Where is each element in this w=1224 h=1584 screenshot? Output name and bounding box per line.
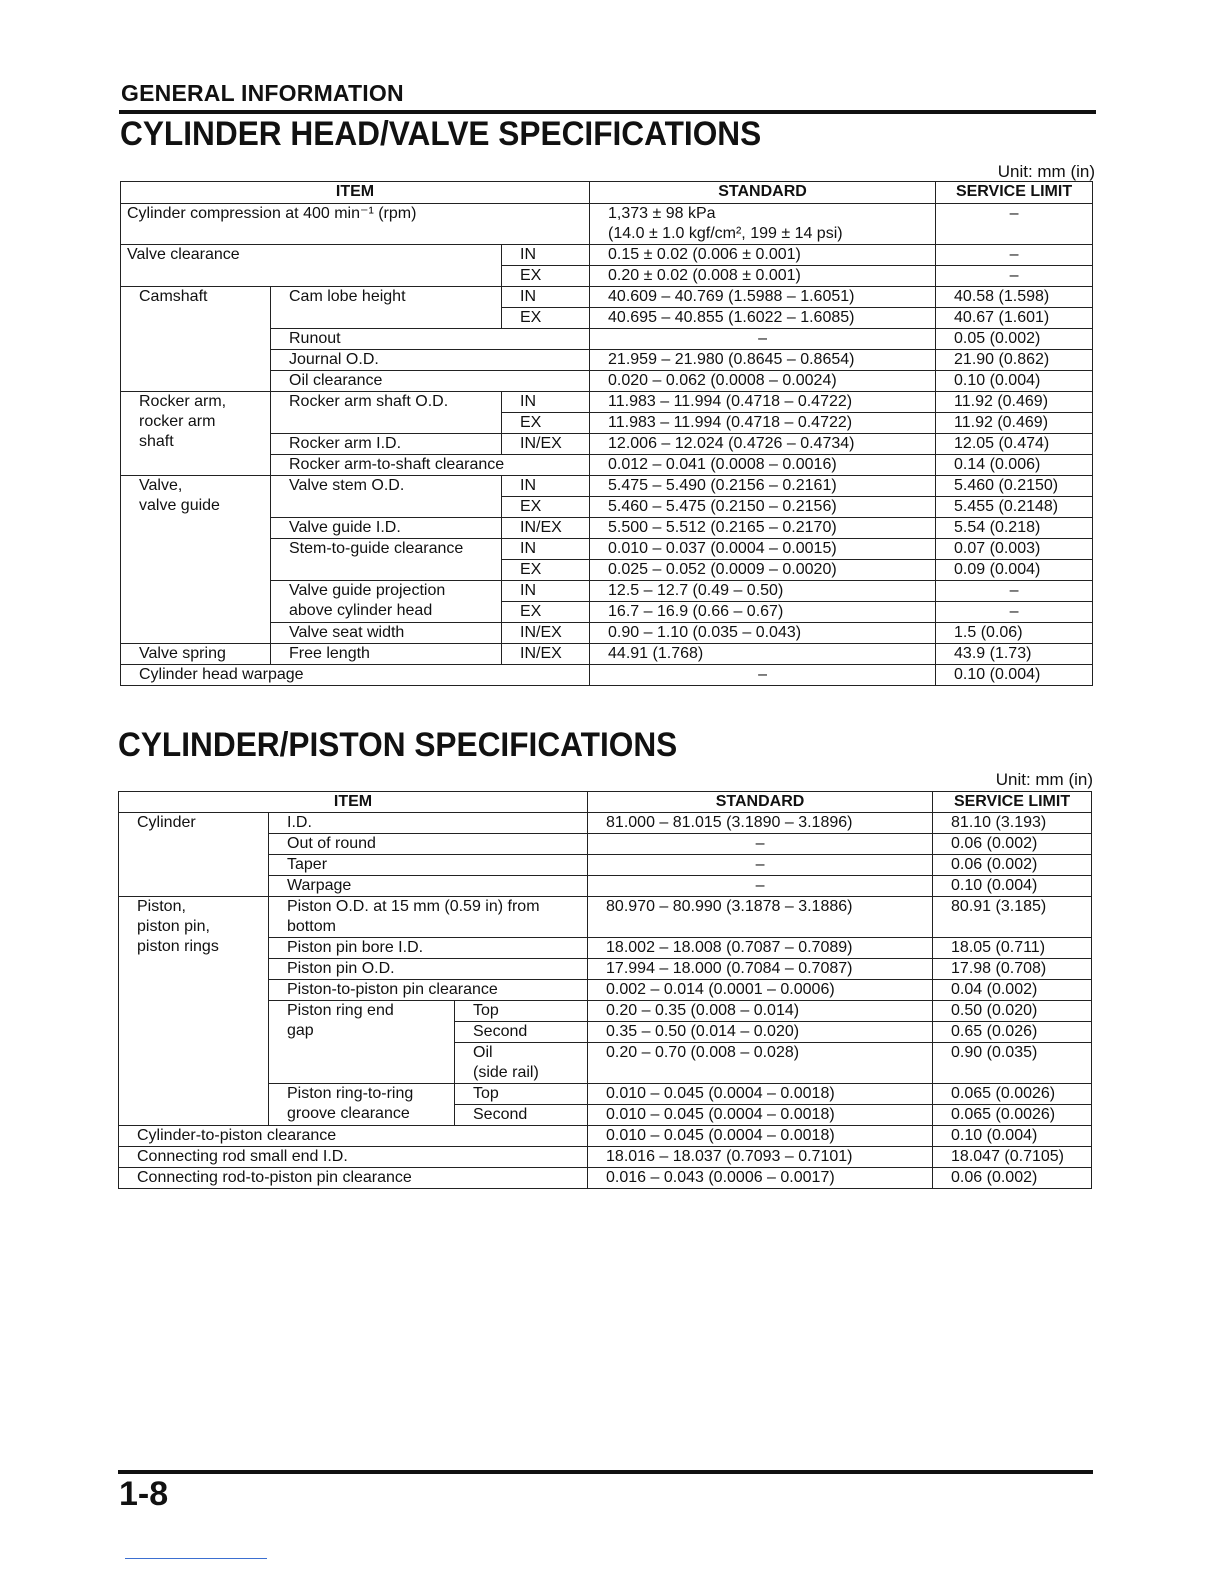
item-cell: Cylinder-to-piston clearance [119,1126,588,1147]
standard-cell: 0.20 – 0.35 (0.008 – 0.014) [588,1001,933,1022]
side-cell: IN/EX [502,644,590,665]
sub-item-cell: Piston pin O.D. [269,959,588,980]
sub-item-cell: Piston pin bore I.D. [269,938,588,959]
limit-cell: 0.14 (0.006) [936,455,1093,476]
limit-cell: 0.07 (0.003) [936,539,1093,560]
standard-cell: 12.006 – 12.024 (0.4726 – 0.4734) [590,434,936,455]
standard-cell [590,204,936,245]
item-cell: Cylinder compression at 400 min⁻¹ (rpm) [121,204,590,245]
sub-item-cell: Journal O.D. [271,350,590,371]
limit-cell: 0.10 (0.004) [933,876,1092,897]
ring-cell: Top [455,1001,588,1022]
table-row [121,476,1093,497]
column-header-item: ITEM [119,792,588,813]
side-cell: IN [502,245,590,266]
standard-cell: 0.002 – 0.014 (0.0001 – 0.0006) [588,980,933,1001]
standard-cell: 5.500 – 5.512 (0.2165 – 0.2170) [590,518,936,539]
standard-cell: 5.460 – 5.475 (0.2150 – 0.2156) [590,497,936,518]
limit-cell: 0.90 (0.035) [933,1043,1092,1084]
standard-cell: 0.020 – 0.062 (0.0008 – 0.0024) [590,371,936,392]
sub-item-cell: Valve guide I.D. [271,518,502,539]
standard-cell: 21.959 – 21.980 (0.8645 – 0.8654) [590,350,936,371]
standard-cell: 11.983 – 11.994 (0.4718 – 0.4722) [590,413,936,434]
standard-cell: – [590,329,936,350]
group-line: valve guide [139,497,220,514]
ring-cell: Second [455,1105,588,1126]
standard-cell: 0.010 – 0.045 (0.0004 – 0.0018) [588,1126,933,1147]
sub-item-cell: Piston-to-piston pin clearance [269,980,588,1001]
sub-item-cell [269,1001,455,1084]
standard-cell: – [588,855,933,876]
cylinder-piston-table [118,791,1092,1189]
sub-item-cell: Rocker arm I.D. [271,434,502,455]
standard-cell: – [588,876,933,897]
cylinder-head-title: CYLINDER HEAD/VALVE SPECIFICATIONS [120,115,762,153]
table-row [121,392,1093,413]
standard-cell: 0.20 – 0.70 (0.008 – 0.028) [588,1043,933,1084]
ring-cell: Top [455,1084,588,1105]
group-cell [121,392,271,476]
standard-cell: 81.000 – 81.015 (3.1890 – 3.1896) [588,813,933,834]
sub-item-line: Valve guide projection [289,582,446,599]
cylinder-head-unit: Unit: mm (in) [997,162,1095,181]
table-header-row [121,182,1093,204]
limit-cell: 0.09 (0.004) [936,560,1093,581]
cylinder-head-table [120,181,1093,686]
limit-cell: 0.05 (0.002) [936,329,1093,350]
sub-item-line: bottom [287,918,336,935]
standard-cell: 40.695 – 40.855 (1.6022 – 1.6085) [590,308,936,329]
sub-item-cell: Stem-to-guide clearance [271,539,502,581]
sub-item-cell: Valve stem O.D. [271,476,502,518]
table-row [121,287,1093,308]
ring-cell: Second [455,1022,588,1043]
side-cell: IN [502,392,590,413]
standard-cell: 0.010 – 0.037 (0.0004 – 0.0015) [590,539,936,560]
sub-item-line: Piston ring end [287,1002,394,1019]
table-row [121,644,1093,665]
standard-cell: 0.20 ± 0.02 (0.008 ± 0.001) [590,266,936,287]
sub-item-line: above cylinder head [289,602,433,619]
limit-cell: – [936,581,1093,602]
limit-cell: 17.98 (0.708) [933,959,1092,980]
limit-cell: 0.10 (0.004) [936,371,1093,392]
sub-item-cell: Taper [269,855,588,876]
group-cell: Cylinder [119,813,269,897]
table-row [121,245,1093,266]
limit-cell: 0.10 (0.004) [936,665,1093,686]
table-header-row [119,792,1092,813]
group-line: piston pin, [137,918,210,935]
limit-cell: 5.455 (0.2148) [936,497,1093,518]
item-cell: Connecting rod-to-piston pin clearance [119,1168,588,1189]
standard-cell: 17.994 – 18.000 (0.7084 – 0.7087) [588,959,933,980]
ring-line: Oil [473,1044,493,1061]
sub-item-cell: Out of round [269,834,588,855]
limit-cell: 40.67 (1.601) [936,308,1093,329]
sub-item-line: Piston ring-to-ring [287,1085,414,1102]
standard-cell: 12.5 – 12.7 (0.49 – 0.50) [590,581,936,602]
side-cell: IN [502,287,590,308]
column-header-standard: STANDARD [588,792,933,813]
standard-cell: 0.010 – 0.045 (0.0004 – 0.0018) [588,1105,933,1126]
sub-item-cell: Valve seat width [271,623,502,644]
side-cell: IN [502,581,590,602]
ring-line: (side rail) [473,1064,539,1081]
group-line: Valve, [139,477,183,494]
standard-cell: 0.012 – 0.041 (0.0008 – 0.0016) [590,455,936,476]
group-line: rocker arm [139,413,216,430]
side-cell: IN/EX [502,518,590,539]
standard-cell: 0.016 – 0.043 (0.0006 – 0.0017) [588,1168,933,1189]
limit-cell: 21.90 (0.862) [936,350,1093,371]
cylinder-piston-unit: Unit: mm (in) [995,770,1093,789]
sub-item-cell: Runout [271,329,590,350]
standard-cell: 44.91 (1.768) [590,644,936,665]
table-row [119,1168,1092,1189]
standard-cell: 16.7 – 16.9 (0.66 – 0.67) [590,602,936,623]
page-number: 1-8 [119,1475,169,1513]
side-cell: EX [502,602,590,623]
standard-cell: – [590,665,936,686]
standard-cell: 40.609 – 40.769 (1.5988 – 1.6051) [590,287,936,308]
column-header-service-limit: SERVICE LIMIT [936,182,1093,204]
limit-cell: – [936,602,1093,623]
limit-cell: 18.047 (0.7105) [933,1147,1092,1168]
limit-cell: – [936,204,1093,245]
standard-cell: 0.025 – 0.052 (0.0009 – 0.0020) [590,560,936,581]
limit-cell: 0.065 (0.0026) [933,1105,1092,1126]
group-line: Piston, [137,898,186,915]
link-underline [125,1558,267,1559]
table-row [119,1147,1092,1168]
limit-cell: 0.06 (0.002) [933,855,1092,876]
standard-cell: 0.15 ± 0.02 (0.006 ± 0.001) [590,245,936,266]
footer-rule [118,1470,1093,1474]
side-cell: EX [502,413,590,434]
limit-cell: 81.10 (3.193) [933,813,1092,834]
header-rule [119,110,1096,114]
group-cell: Valve spring [121,644,271,665]
table-row [119,813,1092,834]
group-cell [119,897,269,1126]
standard-cell: 18.016 – 18.037 (0.7093 – 0.7101) [588,1147,933,1168]
limit-cell: 0.06 (0.002) [933,834,1092,855]
standard-cell: 0.010 – 0.045 (0.0004 – 0.0018) [588,1084,933,1105]
sub-item-cell: I.D. [269,813,588,834]
limit-cell: 0.65 (0.026) [933,1022,1092,1043]
side-cell: IN/EX [502,623,590,644]
group-line: piston rings [137,938,219,955]
limit-cell: 18.05 (0.711) [933,938,1092,959]
sub-item-cell [269,897,588,938]
item-cell: Cylinder head warpage [121,665,590,686]
sub-item-cell: Rocker arm-to-shaft clearance [271,455,590,476]
limit-cell: – [936,266,1093,287]
limit-cell: 0.10 (0.004) [933,1126,1092,1147]
section-label: GENERAL INFORMATION [121,80,404,106]
side-cell: IN [502,539,590,560]
standard-cell: 0.35 – 0.50 (0.014 – 0.020) [588,1022,933,1043]
sub-item-line: Piston O.D. at 15 mm (0.59 in) from [287,898,540,915]
group-line: shaft [139,433,174,450]
standard-cell: 0.90 – 1.10 (0.035 – 0.043) [590,623,936,644]
standard-line: (14.0 ± 1.0 kgf/cm², 199 ± 14 psi) [608,225,843,242]
sub-item-cell [271,581,502,623]
table-row [119,897,1092,938]
sub-item-cell: Warpage [269,876,588,897]
limit-cell: 0.065 (0.0026) [933,1084,1092,1105]
group-line: Rocker arm, [139,393,227,410]
limit-cell: 40.58 (1.598) [936,287,1093,308]
standard-cell: 80.970 – 80.990 (3.1878 – 3.1886) [588,897,933,938]
limit-cell: 80.91 (3.185) [933,897,1092,938]
column-header-standard: STANDARD [590,182,936,204]
sub-item-cell [269,1084,455,1126]
side-cell: EX [502,560,590,581]
standard-line: 1,373 ± 98 kPa [608,205,716,222]
limit-cell: 43.9 (1.73) [936,644,1093,665]
limit-cell: 11.92 (0.469) [936,392,1093,413]
side-cell: EX [502,308,590,329]
sub-item-cell: Rocker arm shaft O.D. [271,392,502,434]
table-row [119,1126,1092,1147]
standard-cell: 11.983 – 11.994 (0.4718 – 0.4722) [590,392,936,413]
group-cell [121,476,271,644]
table-row [121,665,1093,686]
sub-item-cell: Free length [271,644,502,665]
limit-cell: 0.06 (0.002) [933,1168,1092,1189]
standard-cell: 18.002 – 18.008 (0.7087 – 0.7089) [588,938,933,959]
item-cell: Valve clearance [121,245,502,287]
side-cell: IN [502,476,590,497]
limit-cell: 12.05 (0.474) [936,434,1093,455]
limit-cell: 11.92 (0.469) [936,413,1093,434]
limit-cell: 5.460 (0.2150) [936,476,1093,497]
item-cell: Connecting rod small end I.D. [119,1147,588,1168]
standard-cell: – [588,834,933,855]
side-cell: EX [502,266,590,287]
sub-item-line: gap [287,1022,314,1039]
group-cell: Camshaft [121,287,271,392]
cylinder-piston-title: CYLINDER/PISTON SPECIFICATIONS [118,726,678,764]
standard-cell: 5.475 – 5.490 (0.2156 – 0.2161) [590,476,936,497]
ring-cell [455,1043,588,1084]
limit-cell: 0.50 (0.020) [933,1001,1092,1022]
column-header-item: ITEM [121,182,590,204]
table-row [121,204,1093,245]
sub-item-cell: Cam lobe height [271,287,502,329]
limit-cell: – [936,245,1093,266]
side-cell: IN/EX [502,434,590,455]
limit-cell: 0.04 (0.002) [933,980,1092,1001]
sub-item-line: groove clearance [287,1105,410,1122]
side-cell: EX [502,497,590,518]
limit-cell: 1.5 (0.06) [936,623,1093,644]
limit-cell: 5.54 (0.218) [936,518,1093,539]
sub-item-cell: Oil clearance [271,371,590,392]
column-header-service-limit: SERVICE LIMIT [933,792,1092,813]
